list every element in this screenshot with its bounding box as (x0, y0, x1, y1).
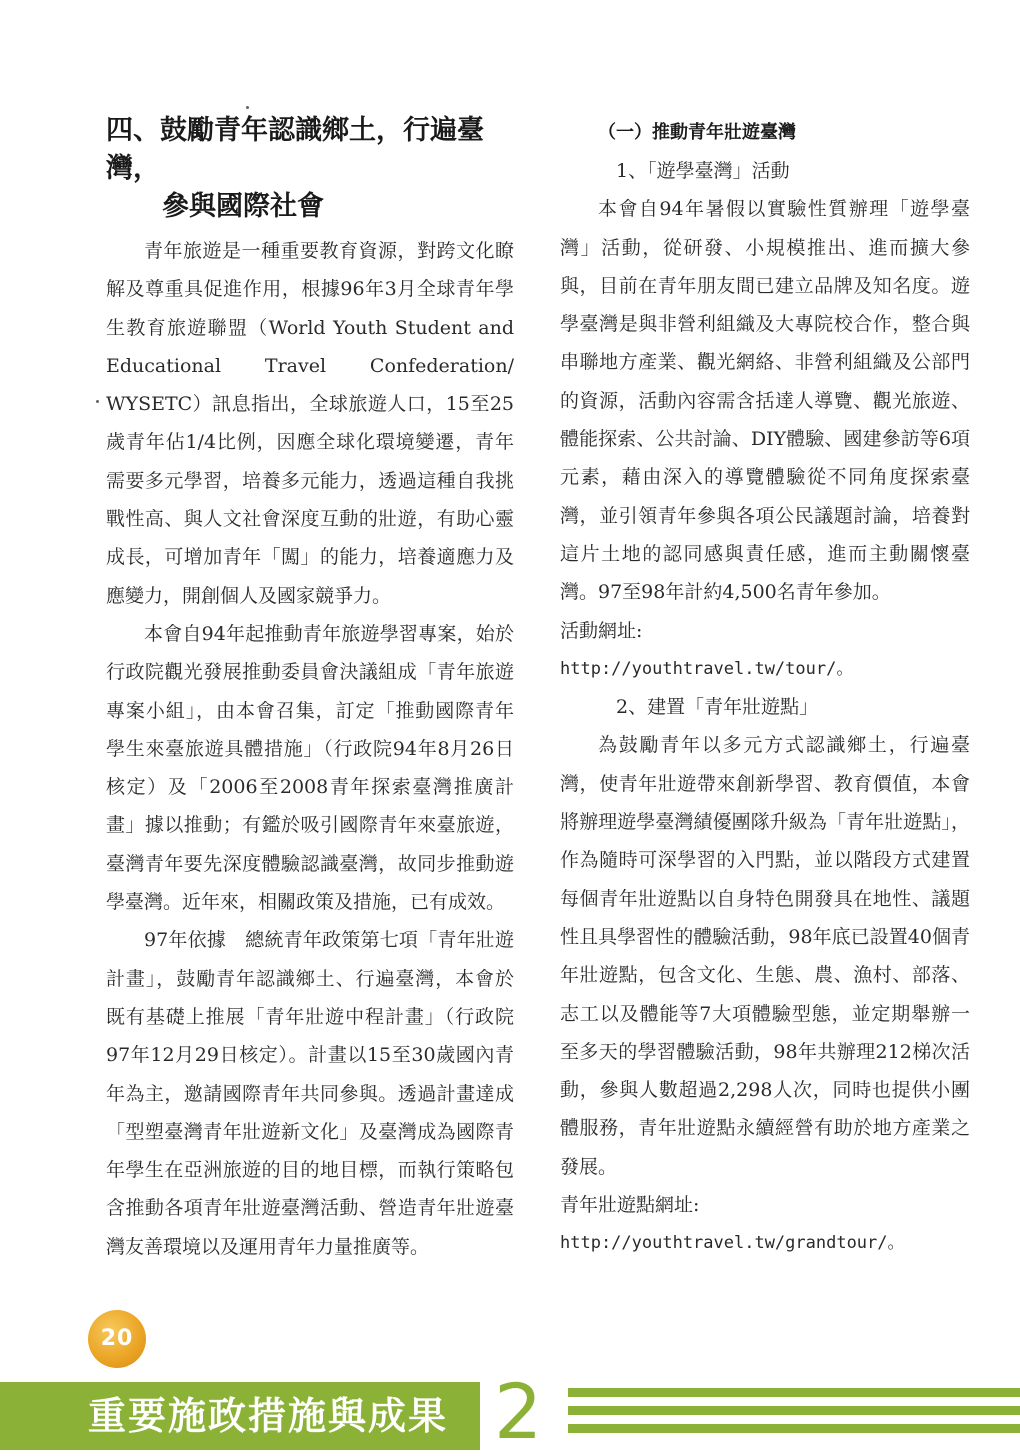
footer-title: 重要施政措施與成果 (88, 1393, 449, 1438)
item1-paragraph: 本會自94年暑假以實驗性質辦理「遊學臺灣」活動，從研發、小規模推出、進而擴大參與，目前在青年朋友間已建立品牌及知名度。遊學臺灣是與非營利組織及大專院校合作，整合與串聯地方產業、觀光網絡、非營利組織及公部門的資源，活動內容需含括達人導覽、觀光旅遊、體能探索、公共討論、DIY體驗、國建參訪等6項元素，藉由深入的導覽體驗從不同角度探索臺灣，並引領青年參與各項公民議題討論，培養對這片土地的認同感與責任感，進而主動關懷臺灣。97至98年計約4,500名青年參加。 (560, 198, 970, 604)
item2-title: 2、建置「青年壯遊點」 (616, 696, 819, 719)
footer-line (568, 1388, 1020, 1397)
left-column (106, 112, 514, 1266)
item1-url-link[interactable]: http://youthtravel.tw/tour/。 (560, 658, 854, 679)
right-column (560, 114, 970, 1263)
subsection-heading: （一）推動青年壯遊臺灣 (598, 122, 796, 143)
item2-paragraph: 為鼓勵青年以多元方式認識鄉土，行遍臺灣，使青年壯遊帶來創新學習、教育價值，本會將辦理遊學臺灣績優團隊升級為「青年壯遊點」，作為隨時可深學習的入門點，並以階段方式建置每個青年壯遊點以自身特色開發具在地性、議題性且具學習性的體驗活動，98年底已設置40個青年壯遊點，包含文化、生態、農、漁村、部落、志工以及體能等7大項體驗型態，並定期舉辦一至多天的學習體驗活動，98年共辦理212梯次活動，參與人數超過2,298人次，同時也提供小團體服務，青年壯遊點永續經營有助於地方產業之發展。 (560, 734, 970, 1178)
section-heading-line1: 四、鼓勵青年認識鄉土，行遍臺灣， (106, 115, 484, 184)
scan-speck (246, 106, 249, 109)
item1-url-label: 活動網址: (560, 619, 643, 642)
scan-speck (96, 400, 99, 403)
footer-line (568, 1406, 1020, 1415)
item2-url-label: 青年壯遊點網址: (560, 1194, 700, 1217)
item1-title: 1、「遊學臺灣」活動 (616, 160, 790, 182)
left-paragraph-3: 97年依據 總統青年政策第七項「青年壯遊計畫」，鼓勵青年認識鄉土、行遍臺灣，本會於既有基礎上推展「青年壯遊中程計畫」（行政院97年12月29日核定）。計畫以15至30歲國內青年為主，邀請國際青年共同參與。透過計畫達成「型塑臺灣青年壯遊新文化」及臺灣成為國際青年學生在亞洲旅遊的目的地目標，而執行策略包含推動各項青年壯遊臺灣活動、營造青年壯遊臺灣友善環境以及運用青年力量推廣等。 (106, 929, 514, 1258)
item2-url-link[interactable]: http://youthtravel.tw/grandtour/。 (560, 1233, 905, 1254)
page-number-badge: 20 (88, 1310, 146, 1368)
section-heading-line2: 參與國際社會 (162, 191, 324, 222)
section-heading (106, 112, 514, 226)
footer-decorative-lines (568, 1388, 1020, 1442)
chapter-number: 2 (494, 1367, 543, 1456)
left-paragraph-2: 本會自94年起推動青年旅遊學習專案，始於行政院觀光發展推動委員會決議組成「青年旅遊專案小組」，由本會召集，訂定「推動國際青年學生來臺旅遊具體措施」（行政院94年8月26日核定）及「2006至2008青年探索臺灣推廣計畫」據以推動；有鑑於吸引國際青年來臺旅遊，臺灣青年要先深度體驗認識臺灣，故同步推動遊學臺灣。近年來，相關政策及措施，已有成效。 (106, 622, 514, 914)
footer-line (568, 1424, 1020, 1433)
left-paragraph-1: 青年旅遊是一種重要教育資源，對跨文化瞭解及尊重具促進作用，根據96年3月全球青年學生教育旅遊聯盟（World Youth Student and Educational Travel Confederation/ WYSETC）訊息指出，全球旅遊人口，15至25歲青年佔1/4比例，因應全球化環境變遷，青年需要多元學習，培養多元能力，透過這種自我挑戰性高、與人文社會深度互動的壯遊，有助心靈成長，可增加青年「闖」的能力，培養適應力及應變力，開創個人及國家競爭力。 (106, 240, 514, 607)
